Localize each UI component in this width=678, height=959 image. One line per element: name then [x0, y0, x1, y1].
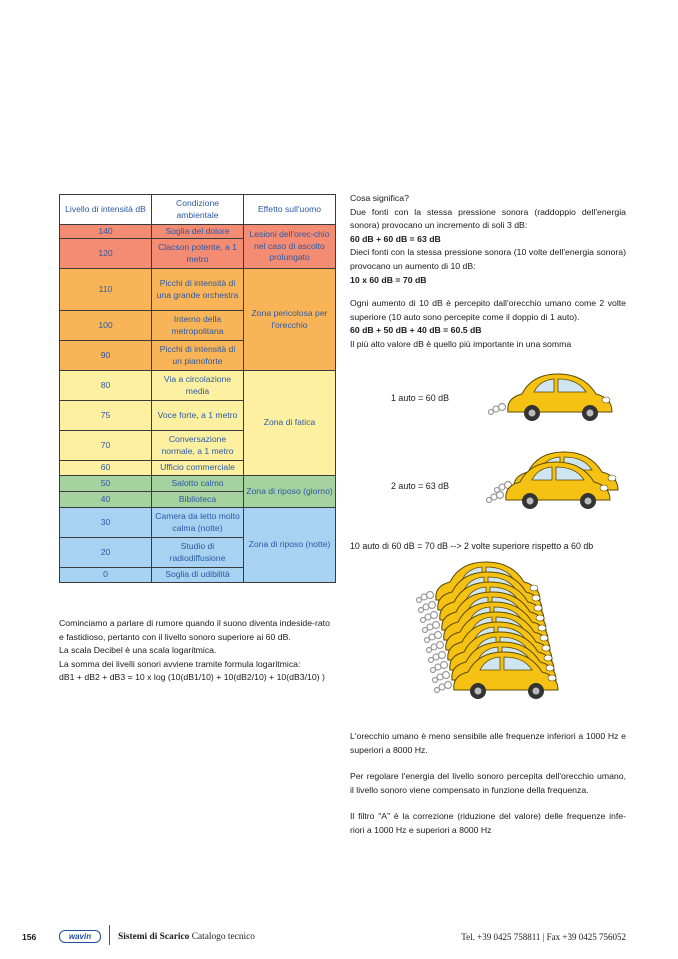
level-cell: 80 [60, 371, 152, 401]
level-cell: 75 [60, 401, 152, 431]
condition-cell: Biblioteca [152, 492, 244, 508]
condition-cell: Ufficio commerciale [152, 461, 244, 476]
scale-paragraph: La scala Decibel è una scala logaritmica. [59, 645, 217, 656]
level-cell: 50 [60, 476, 152, 492]
explain-3: Ogni aumento di 10 dB è percepito dall'orecchio umano come 2 volte superiore (10 auto sono percepite come il doppio di 1 auto). [350, 298, 626, 322]
level-cell: 70 [60, 431, 152, 461]
level-cell: 60 [60, 461, 152, 476]
condition-cell: Voce forte, a 1 metro [152, 401, 244, 431]
level-cell: 120 [60, 239, 152, 269]
condition-cell: Via a circolazione media [152, 371, 244, 401]
car-label-1: 1 auto = 60 dB [391, 393, 449, 403]
car-label-2: 2 auto = 63 dB [391, 481, 449, 491]
effect-cell-rest-night: Zona di riposo (notte) [244, 508, 336, 583]
equation-1: 60 dB + 60 dB = 63 dB [350, 233, 441, 244]
left-text-block [59, 617, 335, 685]
equation-3: 60 dB + 50 dB + 40 dB = 60.5 dB [350, 325, 482, 336]
ten-cars-icon [398, 556, 578, 706]
condition-cell: Studio di radiodiffusione [152, 538, 244, 568]
level-cell: 20 [60, 538, 152, 568]
condition-cell: Picchi di intensità di un pianoforte [152, 341, 244, 371]
decibel-table [59, 194, 336, 583]
wavin-logo: wavin [59, 930, 101, 943]
frequency-text-block [350, 730, 626, 838]
table-header-row [60, 195, 336, 225]
effect-cell-rest-day: Zona di riposo (giorno) [244, 476, 336, 508]
formula: dB1 + dB2 + dB3 = 10 x log (10(dB1/10) + 10(dB2/10) + 10(dB3/10) ) [59, 672, 325, 683]
condition-cell: Interno della metropolitana [152, 311, 244, 341]
table-row [60, 508, 336, 538]
condition-cell: Salotto calmo [152, 476, 244, 492]
table-row [60, 225, 336, 239]
explain-2: Dieci fonti con la stessa pressione sonora (10 volte dell'energia sonora) provocano un aumento di 10 dB: [350, 247, 626, 271]
header-condition: Condizione ambientale [152, 195, 244, 225]
frequency-paragraph-3: Il filtro "A" è la correzione (riduzione del valore) delle frequenze infe-riori a 1000 Hz e superiori a 8000 Hz [350, 811, 626, 835]
level-cell: 0 [60, 568, 152, 583]
level-cell: 30 [60, 508, 152, 538]
condition-cell: Clacson potente, a 1 metro [152, 239, 244, 269]
condition-cell: Soglia del dolore [152, 225, 244, 239]
car-icon [488, 368, 618, 424]
header-effect: Effetto sull'uomo [244, 195, 336, 225]
effect-cell-danger: Zona pericolosa per l'orecchio [244, 269, 336, 371]
two-cars-icon [486, 446, 626, 512]
condition-cell: Camera da letto molto calma (notte) [152, 508, 244, 538]
frequency-paragraph-2: Per regolare l'energia del livello sonoro percepita dell'orecchio umano, il livello sonoro viene compensato in funzione della frequenza. [350, 771, 626, 795]
table-row [60, 476, 336, 492]
explain-4: Il più alto valore dB è quello più importante in una somma [350, 338, 572, 349]
table-row [60, 371, 336, 401]
level-cell: 140 [60, 225, 152, 239]
header-level: Livello di intensità dB [60, 195, 152, 225]
level-cell: 40 [60, 492, 152, 508]
table-row [60, 269, 336, 311]
question: Cosa significa? [350, 193, 409, 203]
page-number: 156 [22, 932, 37, 942]
car-label-10: 10 auto di 60 dB = 70 dB --> 2 volte superiore rispetto a 60 db [350, 541, 594, 551]
sum-paragraph: La somma dei livelli sonori avviene tramite formula logaritmica: [59, 658, 301, 669]
right-text-block [350, 192, 626, 352]
level-cell: 110 [60, 269, 152, 311]
catalog-title [118, 932, 255, 942]
condition-cell: Soglia di udibilità [152, 568, 244, 583]
frequency-paragraph-1: L'orecchio umano è meno sensibile alle frequenze inferiori a 1000 Hz e superiori a 8000 Hz. [350, 731, 626, 755]
footer-divider [109, 925, 110, 945]
catalog-title-rest: Catalogo tecnico [191, 932, 255, 942]
level-cell: 90 [60, 341, 152, 371]
catalog-title-bold: Sistemi di Scarico [118, 932, 190, 942]
explain-1: Due fonti con la stessa pressione sonora (raddoppio dell'energia sonora) provocano un incremento di soli 3 dB: [350, 206, 626, 231]
effect-cell-fatigue: Zona di fatica [244, 371, 336, 476]
condition-cell: Conversazione normale, a 1 metro [152, 431, 244, 461]
equation-2: 10 x 60 dB = 70 dB [350, 274, 427, 285]
page-footer [0, 928, 678, 948]
intro-paragraph: Cominciamo a parlare di rumore quando il suono diventa indeside-rato e fastidioso, pertanto con il livello sonoro superiore ai 60 dB. [59, 618, 330, 642]
effect-cell-lesion: Lesioni dell'orec-chio nel caso di ascolto prolungato [244, 225, 336, 269]
contact-info: Tel. +39 0425 758811 | Fax +39 0425 756052 [461, 932, 626, 942]
level-cell: 100 [60, 311, 152, 341]
condition-cell: Picchi di intensità di una grande orchestra [152, 269, 244, 311]
